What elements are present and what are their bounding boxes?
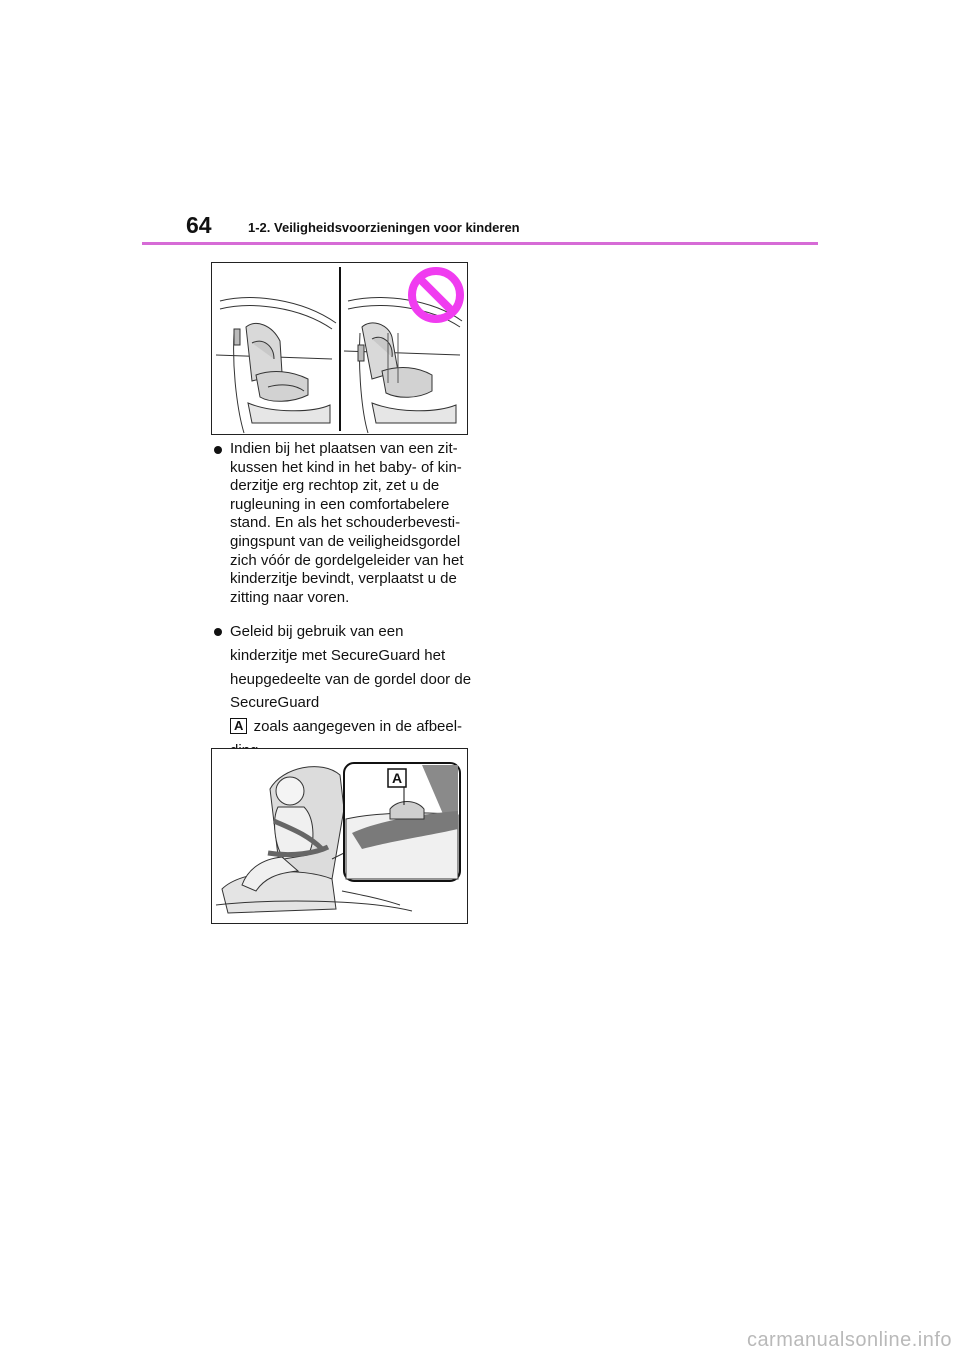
page-number: 64 xyxy=(186,212,212,238)
bullet-secureguard xyxy=(213,620,473,763)
callout-label-a: A xyxy=(391,770,403,786)
header-rule xyxy=(142,242,818,245)
seat-position-illustration xyxy=(211,262,468,435)
bullet-seat-position xyxy=(213,440,473,607)
bullet-icon xyxy=(214,446,222,454)
prohibited-icon xyxy=(412,271,460,319)
bullet-text-after: zoals aangegeven in de afbeel- xyxy=(253,718,463,736)
section-title: 1-2. Veiligheidsvoorzieningen voor kinderen xyxy=(248,220,520,235)
footer-watermark[interactable]: carmanualsonline.info xyxy=(746,1329,952,1351)
bullet-text-before: Geleid bij gebruik van een kinderzitje met SecureGuard het heupgedeelte van de gordel door de SecureGuard xyxy=(230,623,472,712)
bullet-icon xyxy=(214,628,222,636)
bullet-text: Indien bij het plaatsen van een zit-kussen het kind in het baby- of kin-derzitje erg rechtop zit, zet u de rugleuning in een comfortabelere stand. En als het schouderbevesti-gingspunt van de veiligheidsgordel zich vóór de gordelgeleider van het kinderzitje bevindt, verplaatst u de zitting naar voren. xyxy=(230,440,464,606)
callout-marker-a: A xyxy=(230,718,247,734)
secureguard-illustration xyxy=(211,748,468,924)
